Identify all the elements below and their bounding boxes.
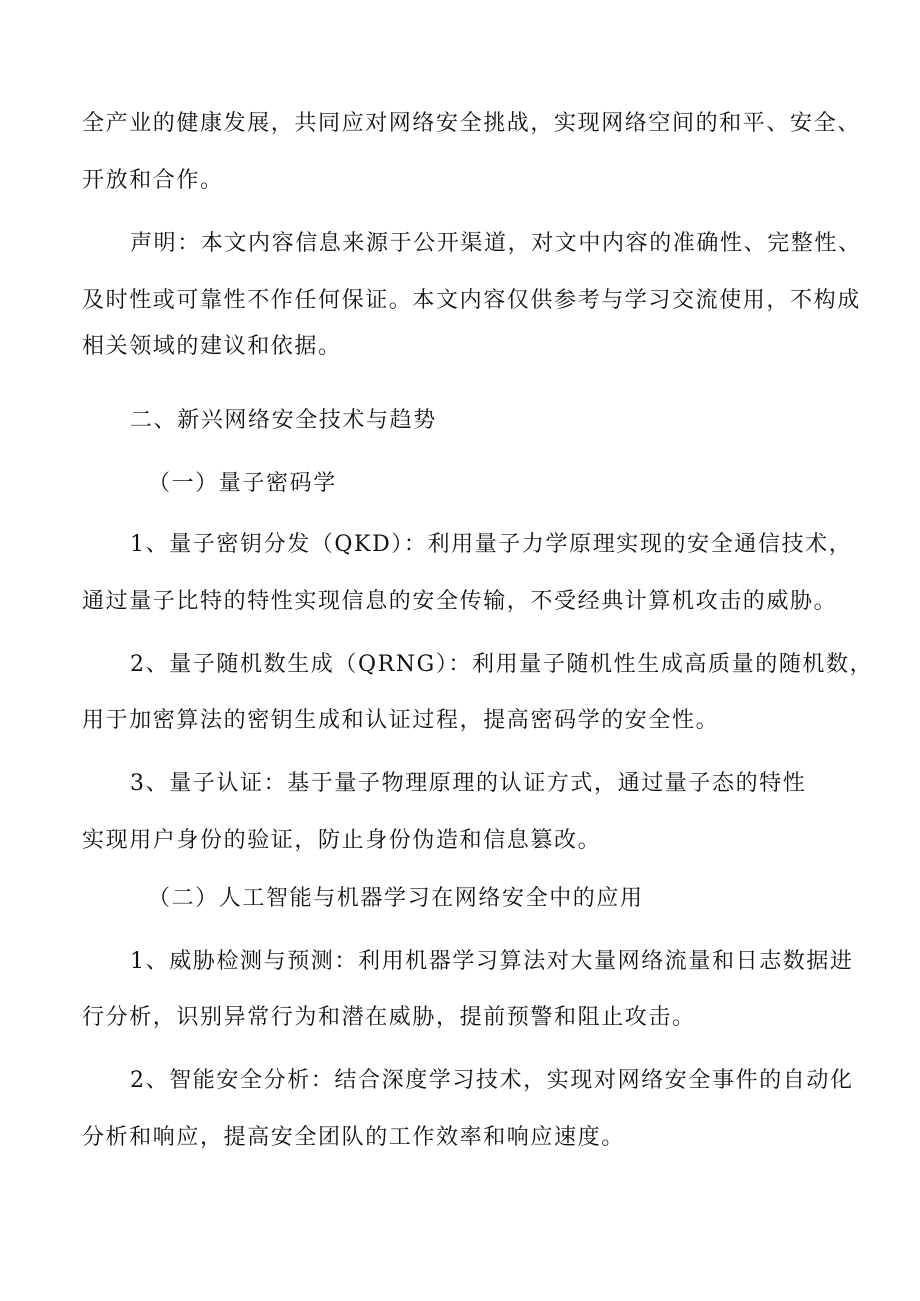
- threat-detection-line-1: 1、威胁检测与预测：利用机器学习算法对大量网络流量和日志数据进: [130, 949, 854, 974]
- disclaimer-line-1: 声明：本文内容信息来源于公开渠道，对文中内容的准确性、完整性、: [130, 231, 862, 256]
- quantum-auth-line-2: 实现用户身份的验证，防止身份伪造和信息篡改。: [82, 828, 602, 853]
- smart-analysis-line-1: 2、智能安全分析：结合深度学习技术，实现对网络安全事件的自动化: [130, 1068, 854, 1093]
- intro-paragraph-line-1: 全产业的健康发展，共同应对网络安全挑战，实现网络空间的和平、安全、: [82, 111, 861, 136]
- subsection-one-heading: （一）量子密码学: [148, 471, 337, 496]
- qrng-line-1: 2、量子随机数生成（QRNG）：利用量子随机性生成高质量的随机数，: [130, 652, 874, 677]
- qrng-line-2: 用于加密算法的密钥生成和认证过程，提高密码学的安全性。: [82, 708, 720, 733]
- qkd-line-1: 1、量子密钥分发（QKD）：利用量子力学原理实现的安全通信技术，: [130, 532, 853, 557]
- qkd-line-2: 通过量子比特的特性实现信息的安全传输，不受经典计算机攻击的威胁。: [82, 589, 838, 614]
- disclaimer-line-2: 及时性或可靠性不作任何保证。本文内容仅供参考与学习交流使用，不构成: [82, 288, 861, 313]
- section-two-heading: 二、新兴网络安全技术与趋势: [130, 408, 437, 433]
- threat-detection-line-2: 行分析，识别异常行为和潜在威胁，提前预警和阻止攻击。: [82, 1005, 696, 1030]
- disclaimer-line-3: 相关领域的建议和依据。: [82, 334, 342, 359]
- smart-analysis-line-2: 分析和响应，提高安全团队的工作效率和响应速度。: [82, 1125, 625, 1150]
- subsection-two-heading: （二）人工智能与机器学习在网络安全中的应用: [148, 886, 644, 911]
- quantum-auth-line-1: 3、量子认证：基于量子物理原理的认证方式，通过量子态的特性: [130, 771, 807, 796]
- intro-paragraph-line-2: 开放和合作。: [82, 168, 224, 193]
